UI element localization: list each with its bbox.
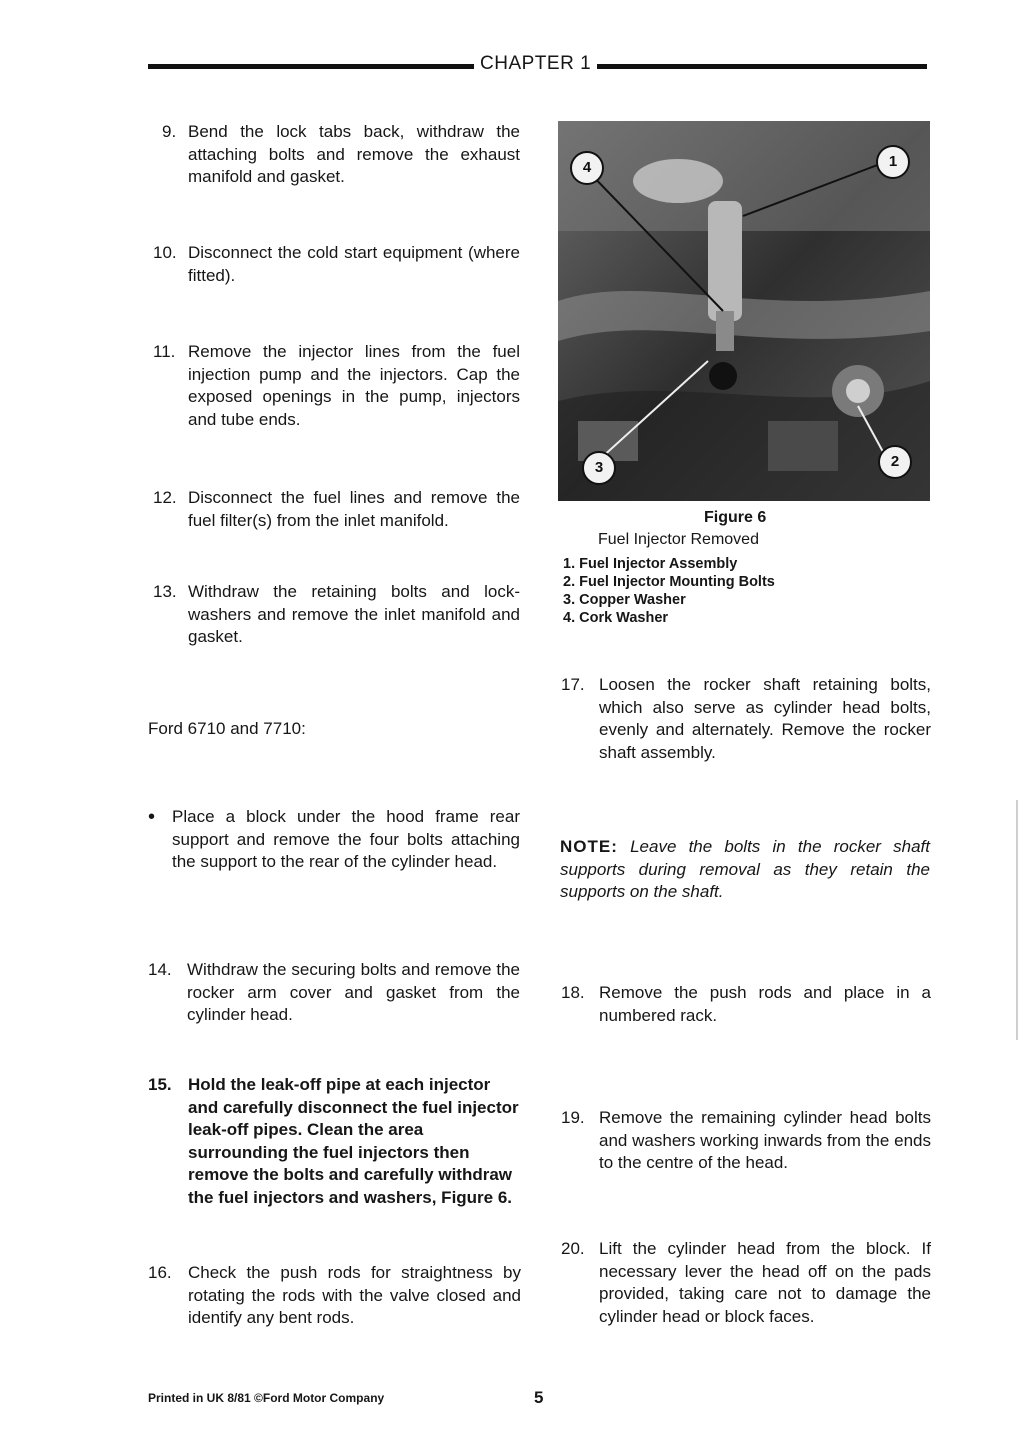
step-number: 19. — [561, 1108, 585, 1127]
step-text: Check the push rods for straightness by rotating the rods with the valve closed and identify any bent rods. — [188, 1263, 521, 1327]
legend-item: 3. Copper Washer — [563, 592, 686, 608]
step-number: 16. — [148, 1263, 172, 1282]
step-number: 12. — [153, 488, 177, 507]
step-number: 20. — [561, 1239, 585, 1258]
step-18 — [561, 982, 931, 1030]
callout-1: 1 — [876, 145, 910, 179]
step-text: Remove the remaining cylinder head bolts and washers working inwards from the ends to the centre of the head. — [599, 1108, 931, 1172]
figure-title: Figure 6 — [704, 509, 767, 526]
header-rule-left — [148, 64, 474, 69]
note-label: NOTE: — [560, 837, 618, 856]
figure-subtitle: Fuel Injector Removed — [598, 531, 759, 548]
step-19 — [561, 1107, 931, 1177]
step-12 — [153, 487, 522, 535]
bullet-text: Place a block under the hood frame rear support and remove the four bolts attaching the support to the rear of the cylinder head. — [172, 807, 520, 871]
note-text: Leave the bolts in the rocker shaft supports during removal as they retain the supports on the shaft. — [560, 837, 930, 901]
step-text: Disconnect the fuel lines and remove the fuel filter(s) from the inlet manifold. — [188, 488, 520, 530]
step-number: 9. — [162, 122, 177, 141]
page-number: 5 — [534, 1388, 544, 1407]
step-number: 10. — [153, 243, 177, 262]
step-text: Loosen the rocker shaft retaining bolts, which also serve as cylinder head bolts, evenly and alternately. Remove the rocker shaft assembly. — [599, 675, 931, 762]
chapter-title: CHAPTER 1 — [480, 53, 592, 74]
step-text: Lift the cylinder head from the block. If necessary lever the head off on the pads provided, taking care not to damage the cylinder head or block faces. — [599, 1239, 931, 1326]
step-13 — [153, 581, 522, 651]
footer-printed: Printed in UK 8/81 ©Ford Motor Company — [148, 1391, 385, 1405]
step-20 — [561, 1238, 931, 1330]
step-number: 18. — [561, 983, 585, 1002]
step-number: 15. — [148, 1075, 172, 1094]
step-number: 14. — [148, 960, 172, 979]
header-rule-right — [597, 64, 927, 69]
legend-item: 2. Fuel Injector Mounting Bolts — [563, 574, 775, 590]
step-11 — [153, 341, 522, 433]
step-16 — [148, 1262, 522, 1332]
step-number: 13. — [153, 582, 177, 601]
note-box — [560, 836, 930, 904]
step-10 — [153, 242, 522, 290]
step-number: 17. — [561, 675, 585, 694]
bullet-item — [172, 806, 522, 898]
bullet-marker: • — [148, 806, 156, 828]
callout-3: 3 — [582, 451, 616, 485]
model-heading: Ford 6710 and 7710: — [148, 719, 306, 738]
step-17 — [561, 674, 931, 766]
step-9 — [162, 121, 522, 191]
page-edge-mark — [1016, 800, 1018, 1040]
step-text: Disconnect the cold start equipment (where fitted). — [188, 243, 520, 285]
step-14 — [148, 959, 522, 1029]
step-number: 11. — [153, 342, 176, 361]
step-text: Remove the injector lines from the fuel injection pump and the injectors. Cap the exposed openings in the pump, injectors and tube ends. — [188, 342, 520, 429]
figure-photo — [558, 121, 930, 501]
callout-4: 4 — [570, 151, 604, 185]
step-text: Withdraw the retaining bolts and lock-washers and remove the inlet manifold and gasket. — [188, 582, 520, 646]
legend-item: 4. Cork Washer — [563, 610, 669, 626]
figure-legend — [563, 555, 775, 627]
callout-2: 2 — [878, 445, 912, 479]
engine-photo-illustration — [558, 121, 930, 501]
step-text: Withdraw the securing bolts and remove the rocker arm cover and gasket from the cylinder head. — [187, 960, 520, 1024]
step-text: Remove the push rods and place in a numbered rack. — [599, 983, 931, 1025]
step-15 — [148, 1074, 522, 1214]
step-text: Hold the leak-off pipe at each injector and carefully disconnect the fuel injector leak-off pipes. Clean the area surrounding the fuel injectors then remove the bolts and carefully withdraw the fuel injectors and washers, Figure 6. — [188, 1075, 519, 1207]
step-text: Bend the lock tabs back, withdraw the attaching bolts and remove the exhaust manifold and gasket. — [188, 122, 520, 186]
legend-item: 1. Fuel Injector Assembly — [563, 556, 738, 572]
